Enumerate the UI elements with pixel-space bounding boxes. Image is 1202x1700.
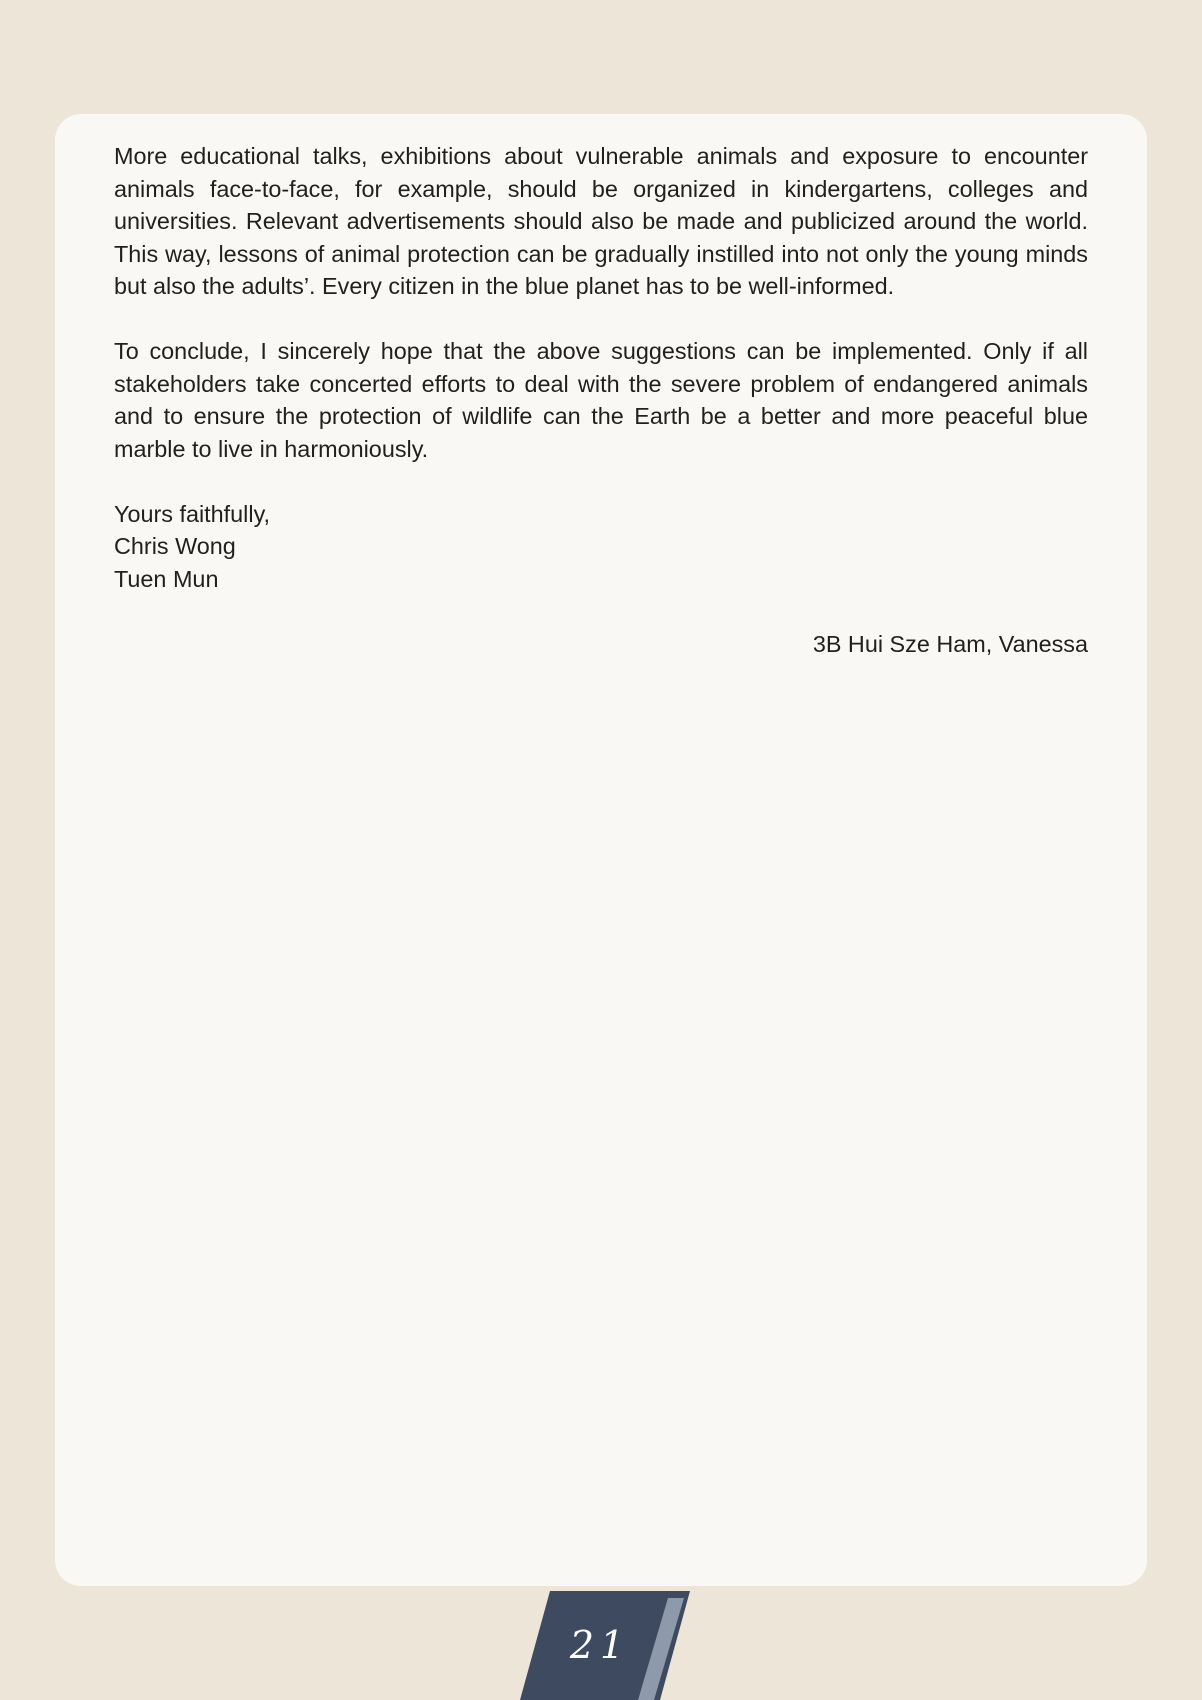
letter-body xyxy=(114,140,1088,660)
paragraph: More educational talks, exhibitions about vulnerable animals and exposure to encounter animals face-to-face, for example, should be organized in kindergartens, colleges and universities. Relevant advertisements should also be made and publicized around the world. This way, lessons of animal protection can be gradually instilled into not only the young minds but also the adults’. Every citizen in the blue planet has to be well-informed. xyxy=(114,143,1088,299)
page-number: 21 xyxy=(569,1623,631,1667)
signer-place: Tuen Mun xyxy=(114,565,219,592)
paragraph: To conclude, I sincerely hope that the above suggestions can be implemented. Only if all stakeholders take concerted efforts to deal with the severe problem of endangered animals and to ensure the protection of wildlife can the Earth be a better and more peaceful blue marble to live in harmoniously. xyxy=(114,338,1088,462)
letter-signoff xyxy=(114,498,1088,596)
author-credit: 3B Hui Sze Ham, Vanessa xyxy=(812,630,1088,657)
closing-text: Yours faithfully, xyxy=(114,500,271,527)
signer-name: Chris Wong xyxy=(114,533,236,559)
